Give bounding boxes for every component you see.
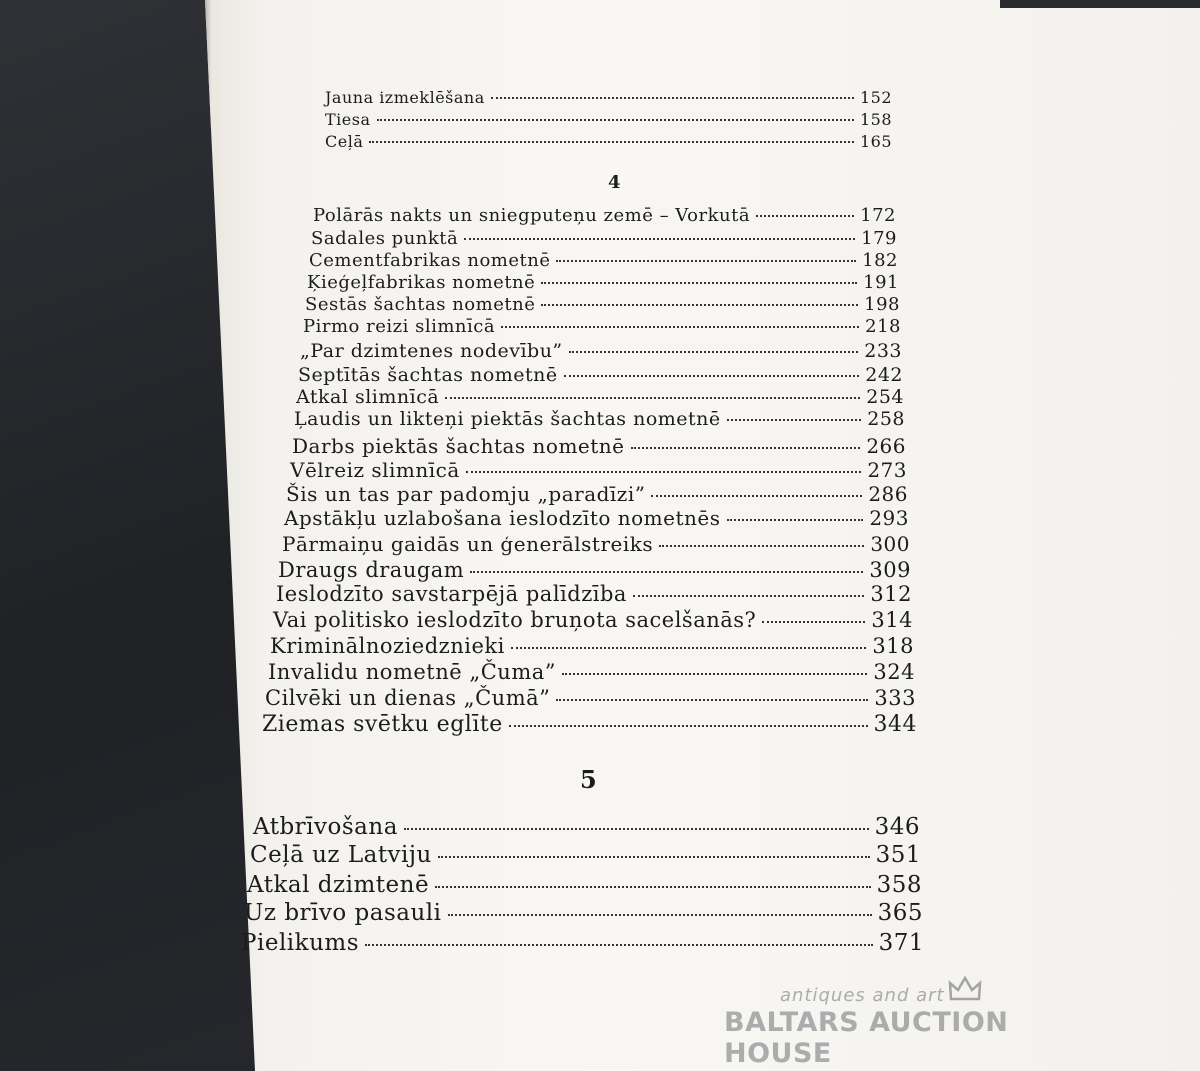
- toc-entry-title: Vai politisko ieslodzīto bruņota sacelšanās?: [273, 608, 757, 632]
- toc-entry-page: 314: [871, 608, 913, 632]
- toc-entry: [311, 228, 897, 249]
- dot-leader: [762, 621, 865, 623]
- toc-entry-page: 198: [864, 294, 900, 315]
- toc-entry-title: Ziemas svētku eglīte: [262, 712, 503, 737]
- toc-entry-page: 309: [869, 558, 911, 582]
- toc-entry-title: Pielikums: [241, 930, 360, 956]
- dot-leader: [541, 282, 857, 284]
- toc-entry-page: 358: [876, 872, 922, 898]
- toc-entry: [307, 272, 899, 293]
- toc-entry-title: Kriminālnoziedznieki: [270, 634, 505, 658]
- toc-entry: [262, 712, 917, 737]
- toc-entry: [284, 506, 909, 530]
- toc-entry-page: 191: [863, 272, 899, 293]
- dot-leader: [756, 215, 854, 217]
- toc-entry-title: Sestās šachtas nometnē: [305, 294, 536, 315]
- toc-entry-page: 182: [862, 250, 898, 271]
- toc-entry: [298, 364, 903, 386]
- dot-leader: [651, 495, 862, 497]
- toc-entry: [292, 434, 906, 458]
- dot-leader: [511, 647, 867, 649]
- watermark-brand: BALTARS AUCTION HOUSE: [724, 1007, 1009, 1069]
- crown-icon: [948, 975, 982, 1005]
- toc-entry-title: Draugs draugam: [278, 558, 465, 582]
- toc-entry-page: 218: [865, 316, 901, 337]
- toc-entry: [286, 482, 908, 506]
- dot-leader: [556, 699, 868, 701]
- toc-entry: [305, 294, 900, 315]
- section-heading: 5: [580, 765, 597, 794]
- toc-entry-title: Ķieģeļfabrikas nometnē: [307, 272, 536, 293]
- watermark: [720, 975, 1120, 1069]
- dot-leader: [365, 944, 873, 946]
- toc-entry-page: 351: [875, 842, 921, 868]
- toc-entry: [300, 340, 902, 362]
- toc-entry-title: Uz brīvo pasauli: [244, 900, 442, 926]
- dot-leader: [501, 326, 859, 328]
- toc-entry: [253, 814, 920, 840]
- toc-entry-title: Apstākļu uzlabošana ieslodzīto nometnēs: [284, 506, 721, 530]
- toc-entry: [290, 458, 907, 482]
- toc-entry-page: 286: [868, 482, 908, 506]
- toc-entry-title: Atbrīvošana: [253, 814, 398, 840]
- toc-entry: [303, 316, 901, 337]
- toc-entry-title: „Par dzimtenes nodevību”: [300, 340, 563, 362]
- dot-leader: [448, 914, 872, 916]
- toc-entry-page: 371: [878, 930, 924, 956]
- dot-leader: [491, 97, 854, 99]
- toc-entry-page: 318: [872, 634, 914, 658]
- toc-entry: [325, 110, 892, 129]
- dot-leader: [631, 447, 861, 449]
- toc-entry-title: Atkal dzimtenē: [247, 872, 430, 898]
- toc-entry-page: 233: [864, 340, 902, 362]
- toc-entry-title: Tiesa: [325, 110, 371, 129]
- dot-leader: [470, 571, 863, 573]
- section-heading: 4: [608, 172, 621, 193]
- dot-leader: [438, 856, 870, 858]
- dot-leader: [464, 238, 855, 240]
- toc-entry-title: Sadales punktā: [311, 228, 459, 249]
- dot-leader: [541, 304, 858, 306]
- toc-entry-title: Pārmaiņu gaidās un ģenerālstreiks: [282, 532, 654, 556]
- dot-leader: [377, 119, 854, 121]
- toc-entry: [268, 660, 915, 684]
- dot-leader: [509, 725, 868, 727]
- toc-entry: [278, 558, 911, 582]
- toc-entry: [273, 608, 913, 632]
- toc-entry: [309, 250, 898, 271]
- toc-entry-title: Darbs piektās šachtas nometnē: [292, 434, 625, 458]
- toc-entry-title: Šis un tas par padomju „paradīzi”: [286, 482, 646, 506]
- toc-entry-page: 258: [867, 408, 905, 430]
- toc-entry: [294, 408, 905, 430]
- toc-entry-page: 365: [877, 900, 923, 926]
- toc-entry-page: 266: [866, 434, 906, 458]
- toc-entry-page: 172: [860, 205, 896, 226]
- toc-entry-title: Atkal slimnīcā: [296, 386, 440, 408]
- toc-entry-title: Pirmo reizi slimnīcā: [303, 316, 496, 337]
- toc-entry-title: Septītās šachtas nometnē: [298, 364, 558, 386]
- toc-entry-title: Invalidu nometnē „Čuma”: [268, 660, 556, 684]
- dot-leader: [369, 141, 854, 143]
- dot-leader: [564, 375, 860, 377]
- toc-entry: [282, 532, 910, 556]
- toc-entry-page: 179: [861, 228, 897, 249]
- toc-entry-page: 324: [873, 660, 915, 684]
- toc-entry-title: Ceļā: [325, 132, 364, 151]
- toc-entry-title: Jauna izmeklēšana: [325, 88, 485, 107]
- toc-entry-title: Cementfabrikas nometnē: [309, 250, 551, 271]
- toc-entry-title: Ieslodzīto savstarpējā palīdzība: [276, 582, 627, 606]
- toc-entry-page: 152: [859, 88, 892, 107]
- toc-entry: [325, 88, 892, 107]
- toc-entry-title: Ceļā uz Latviju: [250, 842, 432, 868]
- toc-entry: [325, 132, 892, 151]
- toc-entry-page: 333: [874, 686, 916, 710]
- toc-entry-page: 344: [873, 712, 917, 737]
- toc-entry-page: 312: [870, 582, 912, 606]
- toc-entry-page: 273: [867, 458, 907, 482]
- dot-leader: [727, 519, 864, 521]
- toc-entry-title: Ļaudis un likteņi piektās šachtas nometnē: [294, 408, 721, 430]
- dot-leader: [633, 595, 864, 597]
- toc-entry-page: 293: [869, 506, 909, 530]
- toc-entry: [270, 634, 914, 658]
- toc-entry-title: Polārās nakts un sniegputeņu zemē – Vorkutā: [313, 205, 751, 226]
- toc-entry-title: Vēlreiz slimnīcā: [290, 458, 460, 482]
- dot-leader: [556, 260, 856, 262]
- dot-leader: [659, 545, 864, 547]
- toc-entry-page: 165: [859, 132, 892, 151]
- dot-leader: [435, 886, 871, 888]
- toc-entry-page: 254: [866, 386, 904, 408]
- dot-leader: [466, 471, 862, 473]
- toc-entry: [244, 900, 923, 926]
- toc-entry-page: 158: [859, 110, 892, 129]
- dot-leader: [727, 419, 862, 421]
- toc-entry: [296, 386, 904, 408]
- toc-entry: [313, 205, 896, 226]
- dot-leader: [562, 673, 867, 675]
- toc-entry-page: 300: [870, 532, 910, 556]
- dot-leader: [569, 351, 859, 353]
- toc-entry: [250, 842, 921, 868]
- toc-entry-page: 242: [865, 364, 903, 386]
- toc-entry: [276, 582, 912, 606]
- toc-entry: [247, 872, 922, 898]
- toc-entry-title: Cilvēki un dienas „Čumā”: [265, 686, 551, 710]
- dot-leader: [404, 828, 869, 830]
- toc-entry: [265, 686, 916, 710]
- toc-entry-page: 346: [874, 814, 920, 840]
- watermark-subtitle: antiques and art: [780, 985, 945, 1006]
- toc-entry: [241, 930, 924, 956]
- dot-leader: [445, 397, 860, 399]
